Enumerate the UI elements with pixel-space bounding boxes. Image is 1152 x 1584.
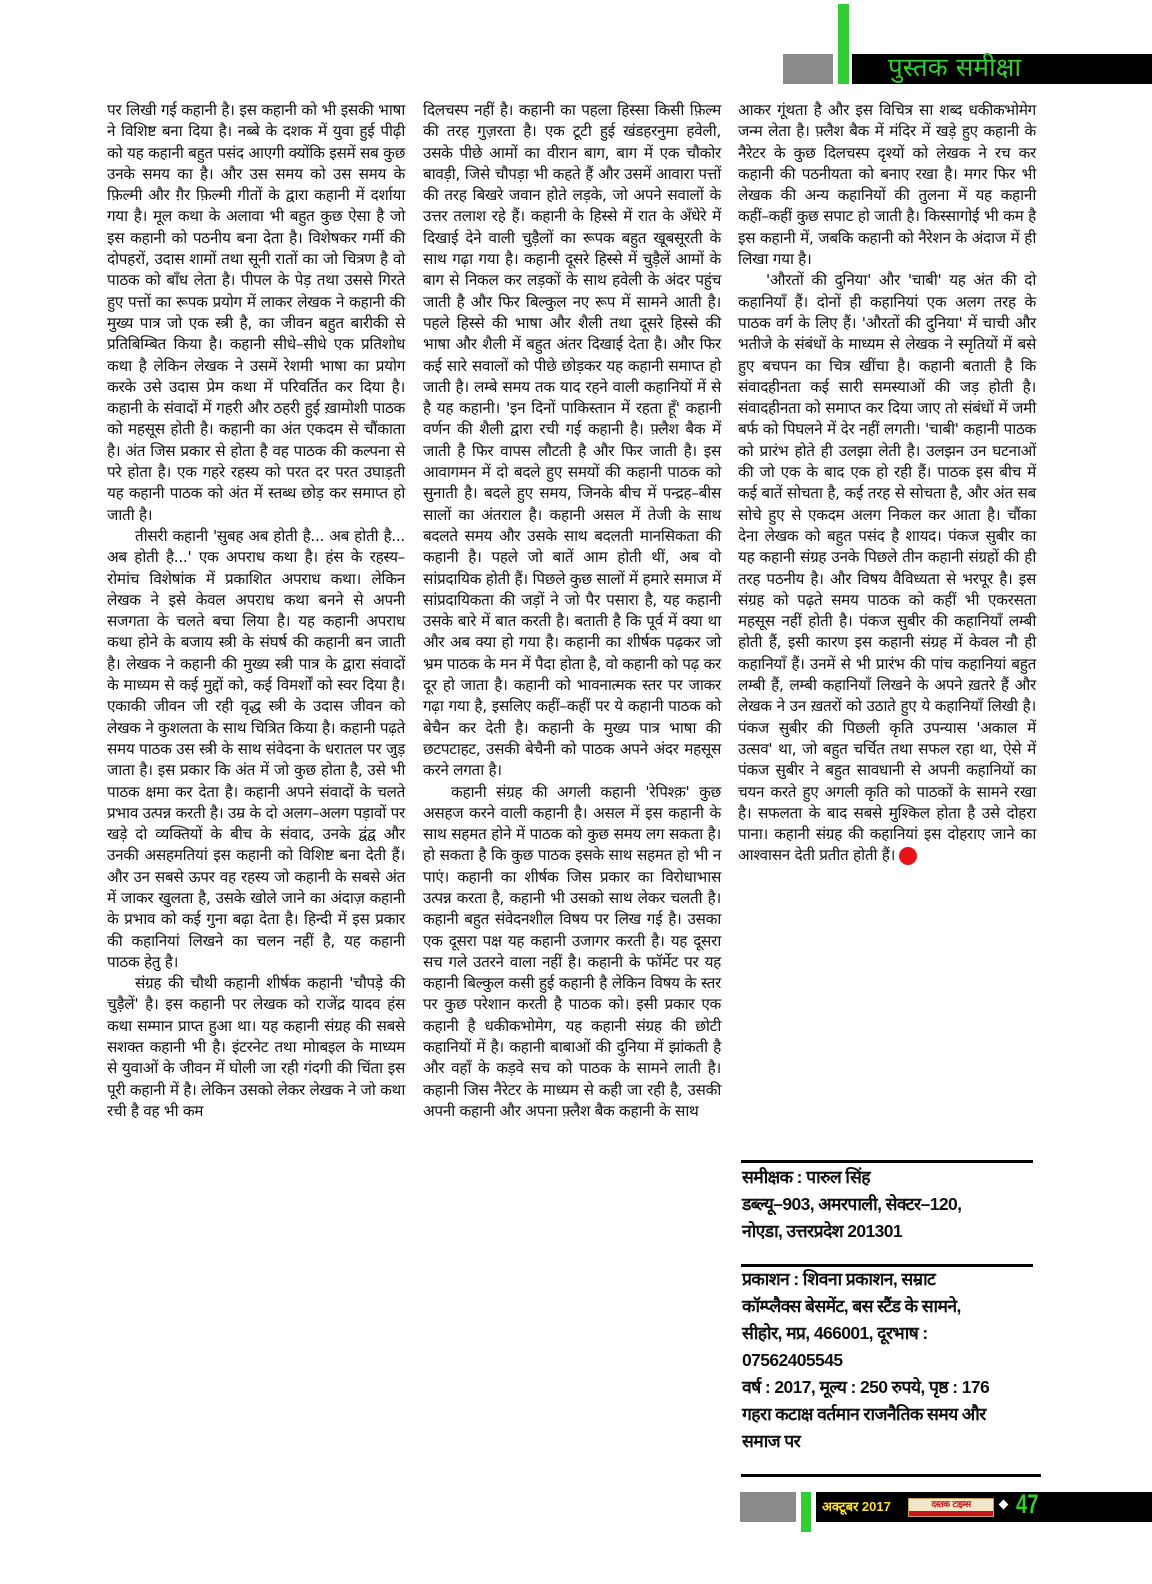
header-green-bar xyxy=(838,4,849,84)
paragraph: संग्रह की चौथी कहानी शीर्षक कहानी 'चौपड़े की चुड़ैलें' है। इस कहानी पर लेखक को राजेंद्र यादव हंस कथा सम्मान प्राप्त हुआ था। यह कहानी संग्रह की सबसे सशक्त कहानी भी है। इंटरनेट तथा मोाबइल के माध्यम से युवाओं के जीवन में घोली जा रही गंदगी की चिंता इस पूरी कहानी में है। लेकिन उसको लेकर लेखक ने जो कथा रची है वह भी कम xyxy=(107,974,405,1120)
magazine-logo-icon xyxy=(908,1498,994,1517)
reviewer-address: डब्ल्यू–903, अमरपाली, सेक्टर–120, xyxy=(742,1194,962,1214)
paragraph-text: 'औरतों की दुनिया' और 'चाबी' यह अंत की दो कहानियाँ हैं। दोनों ही कहानियां एक अलग तरह के पाठक वर्ग के लिए हैं। 'औरतों की दुनिया' में चाची और भतीजे के संबंधों के माध्यम से लेखक ने स्मृतियों में बसे हुए बचपन का चित्र खींचा है। कहानी बताती है कि संवादहीनता कई सारी समस्याओं की जड़ होती है। संवादहीनता को समाप्त कर दिया जाए तो संबंधों में जमी बर्फ को पिघलने में देर नहीं लगती। 'चाबी' कहानी पाठक को प्रारंभ होते ही उलझा लेती है। उलझन उन घटनाओं की जो एक के बाद एक हो रही हैं। पाठक इस बीच में कई बातें सोचता है, कई तरह से सोचता है, और अंत सब सोचे हुए से एकदम अलग निकल कर आता है। चौंका देना लेखक को बहुत पसंद है शायद। पंकज सुबीर का यह कहानी संग्रह उनके पिछले तीन कहानी संग्रहों की ही तरह पठनीय है। और विषय वैविध्यता से भरपूर है। इस संग्रह को पढ़ते समय पाठक को कहीं भी एकरसता महसूस नहीं होती है। पंकज सुबीर की कहानियाँ लम्बी होती हैं, इसी कारण इस कहानी संग्रह में केवल नौ ही कहानियाँ हैं। उनमें से भी प्रारंभ की पांच कहानियां बहुत लम्बी हैं, लम्बी कहानियाँ लिखने के अपने ख़तरे हैं और लेखक ने उन ख़तरों को उठाते हुए ये कहानियाँ लिखी है। पंकज सुबीर की पिछली कृति उपन्यास 'अकाल में उत्सव' था, जो बहुत चर्चित तथा सफल रहा था, ऐसे में पंकज सुबीर ने बहुत सावधानी से अपनी कहानियों का चयन करते हुए अगली कृति को पाठकों के सामने रखा है। सफलता के बाद सबसे मुश्किल होता है उसे दोहरा पाना। कहानी संग्रह की कहानियां इस दोहराए जाने का आश्वासन देती प्रतीत होती हैं। xyxy=(738,271,1036,865)
text-column-2 xyxy=(423,100,721,1122)
paragraph: कहानी संग्रह की अगली कहानी 'रेपिश्क़' कुछ असहज करने वाली कहानी है। असल में इस कहानी के साथ सहमत होने में पाठक को कुछ समय लग सकता है। हो सकता है कि कुछ पाठक इसके साथ सहमत हो भी न पाएं। कहानी का शीर्षक जिस प्रकार का विरोधाभास उत्पन्न करता है, कहानी भी उसको साथ लेकर चलती है। कहानी बहुत संवेदनशील विषय पर लिख गई है। उसका एक दूसरा पक्ष यह कहानी उजागर करती है। यह दूसरा सच गले उतरने वाला नहीं है। कहानी के फॉर्मेट पर यह कहानी बिल्कुल कसी हुई कहानी है लेकिन विषय के स्तर पर कुछ परेशान करती है पाठक को। इसी प्रकार एक कहानी है धकीकभोमेग, यह कहानी संग्रह की छोटी कहानियों में है। कहानी बाबाओं की दुनिया में झांकती है और वहाँ के कड़वे सच को पाठक के सामने लाती है। कहानी जिस नैरेटर के माध्यम से कही जा रही है, उसकी अपनी कहानी और अपना फ़्लैश बैक कहानी के साथ xyxy=(423,782,721,1120)
section-title: पुस्तक समीक्षा xyxy=(888,53,1022,83)
publisher: प्रकाशन : शिवना प्रकाशन, सम्राट xyxy=(742,1269,936,1289)
publisher-phone: 07562405545 xyxy=(742,1350,843,1370)
divider xyxy=(741,1160,1033,1163)
paragraph: दिलचस्प नहीं है। कहानी का पहला हिस्सा किसी फ़िल्म की तरह गुज़रता है। एक टूटी हुई खंडहरनुमा हवेली, उसके पीछे आमों का वीरान बाग, बाग में एक चौकोर बावड़ी, जिसे चौपड़ा भी कहते हैं और उसमें आवारा पत्तों की तरह बिखरे जवान होते लड़के, जो अपने सवालों के उत्तर तलाश रहे हैं। कहानी के हिस्से में रात के अँधेरे में दिखाई देने वाली चुड़ैलों का रूपक बहुत खूबसूरती के साथ गढ़ा गया है। कहानी दूसरे हिस्से में चुड़ैलें आमों के बाग से निकल कर लड़कों के साथ हवेली के अंदर पहुंच जाती है और फिर बिल्कुल नए रूप में सामने आती है। पहले हिस्से की भाषा और शैली तथा दूसरे हिस्से की भाषा और शैली में बहुत अंतर दिखाई देता है। और फिर कई सारे सवालों को पीछे छोड़कर यह कहानी समाप्त हो जाती है। लम्बे समय तक याद रहने वाली कहानियों में से है यह कहानी। 'इन दिनों पाकिस्तान में रहता हूँ' कहानी वर्णन की शैली द्वारा रची गई कहानी है। फ़्लैश बैक में जाती है फिर वापस लौटती है और फिर जाती है। इस आवागमन में दो बदले हुए समयों की कहानी पाठक को सुनाती है। बदले हुए समय, जिनके बीच में पन्द्रह–बीस सालों का अंतराल है। कहानी असल में तेजी के साथ बदलते समय और उसके साथ बदलती मानसिकता की कहानी है। पहले जो बातें आम होती थीं, अब वो सांप्रदायिक होती हैं। पिछले कुछ सालों में हमारे समाज में सांप्रदायिकता की जड़ों ने जो पैर पसारा है, यह कहानी उसके बारे में बात करती है। बताती है कि पूर्व में क्या था और अब क्या हो गया है। कहानी का शीर्षक पढ़कर जो भ्रम पाठक के मन में पैदा होता है, वो कहानी को पढ़ कर दूर हो जाता है। कहानी को भावनात्मक स्तर पर जाकर गढ़ा गया है, इसलिए कहीं–कहीं पर ये कहानी पाठक को बेचैन कर देती है। कहानी के मुख्य पात्र भाषा की छटपटाहट, उसकी बेचैनी को पाठक अपने अंदर महसूस करने लगता है। xyxy=(423,101,721,780)
publisher-address: सीहोर, मप्र, 466001, दूरभाष : xyxy=(742,1323,928,1343)
text-column-3 xyxy=(738,100,1036,867)
paragraph: पर लिखी गई कहानी है। इस कहानी को भी इसकी भाषा ने विशिष्ट बना दिया है। नब्बे के दशक में युवा हुई पीढ़ी को यह कहानी बहुत पसंद आएगी क्योंकि इसमें सब कुछ उनके समय का है। और उस समय को उस समय के फ़िल्मी और ग़ैर फ़िल्मी गीतों के द्वारा कहानी में दर्शाया गया है। मूल कथा के अलावा भी बहुत कुछ ऐसा है जो इस कहानी को पठनीय बना देता है। विशेषकर गर्मी की दोपहरों, उदास शामों तथा सूनी रातों का जो चित्रण है वो पाठक को बाँध लेता है। पीपल के पेड़ तथा उससे गिरते हुए पत्तों का रूपक प्रयोग में लाकर लेखक ने कहानी की मुख्य पात्र जो एक स्त्री है, का जीवन बहुत बारीकी से प्रतिबिम्बित किया है। कहानी सीधे–सीधे एक प्रतिशोध कथा है लेकिन लेखक ने उसमें रेशमी भाषा का प्रयोग करके उसे उदास प्रेम कथा में परिवर्तित कर दिया है। कहानी के संवादों में गहरी और ठहरी हुई ख़ामोशी पाठक को महसूस होती है। कहानी का अंत एकदम से चौंकाता है। अंत जिस प्रकार से होता है वह पाठक की कल्पना से परे होता है। एक गहरे रहस्य को परत दर परत उघाड़ती यह कहानी पाठक को अंत में स्तब्ध छोड़ कर समाप्त हो जाती है। xyxy=(107,101,405,524)
header-gray-block xyxy=(783,54,833,84)
paragraph: तीसरी कहानी 'सुबह अब होती है... अब होती है... अब होती है...' एक अपराध कथा है। हंस के रहस्य–रोमांच विशेषांक में प्रकाशित अपराध कथा। लेकिन लेखक ने इसे केवल अपराध कथा बनने से अपनी सजगता के चलते बचा लिया है। यह कहानी अपराध कथा होने के बजाय स्त्री के संघर्ष की कहानी बन जाती है। लेखक ने कहानी की मुख्य स्त्री पात्र के द्वारा संवादों के माध्यम से कई मुद्दों को, कई विमर्शों को स्वर दिया है। एकाकी जीवन जी रही वृद्ध स्त्री के उदास जीवन को लेखक ने कुशलता के साथ चित्रित किया है। कहानी पढ़ते समय पाठक उस स्त्री के साथ संवेदना के धरातल पर जुड़ जाता है। इस प्रकार कि अंत में जो कुछ होता है, उसे भी पाठक क्षमा कर देता है। कहानी अपने संवादों के चलते प्रभाव उत्पन्न करती है। उम्र के दो अलग–अलग पड़ावों पर खड़े दो व्यक्तियों के बीच के संवाद, उनके द्वंद्व और उनकी असहमतियां इस कहानी को विशिष्ट बना देती हैं। और उन सबसे ऊपर वह रहस्य जो कहानी के सबसे अंत में जाकर खुलता है, उसके खोले जाने का अंदाज़ कहानी के प्रभाव को कई गुना बढ़ा देता है। हिन्दी में इस प्रकार की कहानियां लिखने का चलन नहीं है, यह कहानी पाठक हेतु है। xyxy=(107,526,405,971)
paragraph: आकर गूंथता है और इस विचित्र सा शब्द धकीकभोमेग जन्म लेता है। फ़्लैश बैक में मंदिर में खड़े हुए कहानी के नैरेटर के कुछ दिलचस्प दृश्यों को लेखक ने रच कर कहानी की पठनीयता को बनाए रखा है। मगर फिर भी लेखक की अन्य कहानियों की तुलना में यह कहानी कहीं–कहीं कुछ सपाट हो जाती है। किस्सागोई भी कम है इस कहानी में, जबकि कहानी को नैरेशन के अंदाज में ही लिखा गया है। xyxy=(738,101,1036,269)
page-number: 47 xyxy=(1016,1489,1039,1519)
footer-gray-block xyxy=(740,1492,796,1522)
end-mark-icon xyxy=(899,847,917,865)
magazine-logo-text: दस्तक टाइम्स xyxy=(931,1500,971,1510)
book-meta: वर्ष : 2017, मूल्य : 250 रुपये, पृष्ठ : 176 xyxy=(742,1377,990,1397)
text-column-1 xyxy=(107,100,405,1122)
reviewer-name: समीक्षक : पारुल सिंह xyxy=(742,1167,870,1187)
issue-date: अक्टूबर 2017 xyxy=(822,1499,891,1514)
review-tagline: गहरा कटाक्ष वर्तमान राजनैतिक समय और xyxy=(742,1404,986,1424)
divider xyxy=(741,1474,1041,1477)
reviewer-credit xyxy=(742,1164,1042,1245)
reviewer-address: नोएडा, उत्तरप्रदेश 201301 xyxy=(742,1221,902,1241)
publication-details xyxy=(742,1266,1042,1455)
footer-green-bar xyxy=(801,1492,811,1532)
paragraph xyxy=(738,270,1036,866)
publisher-address: कॉम्प्लैक्स बेसमेंट, बस स्टैंड के सामने, xyxy=(742,1296,961,1316)
review-tagline: समाज पर xyxy=(742,1431,801,1451)
